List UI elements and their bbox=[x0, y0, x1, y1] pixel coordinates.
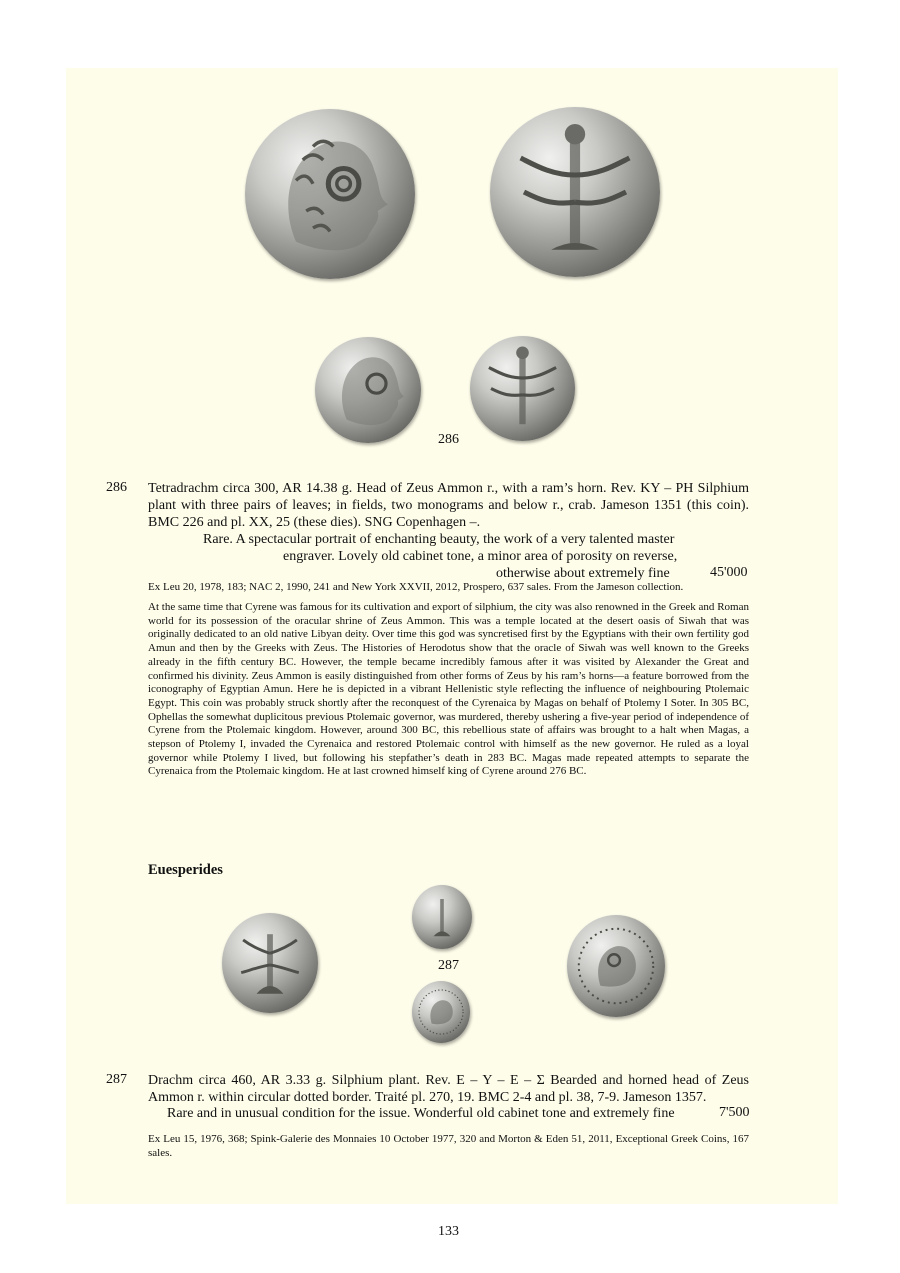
coin-287-obverse-small bbox=[412, 885, 472, 949]
zeus-ammon-head-icon bbox=[245, 109, 415, 279]
lot-price: 45'000 bbox=[710, 565, 748, 580]
lot-commentary: At the same time that Cyrene was famous for its cultivation and export of silphium, the city was also renowned in the Greek and Roman world for its possession of the oracular shrine of Zeus Ammon. This was a temple located at the desert oasis of Siwah that was originally dedicated to an old native Libyan deity. Over time this god was syncretised first by the Egyptians with their own fertility god Amun and then by the Greeks with Zeus. The Histories of Herodotus show that the oracle of Siwah was well known to the Greeks already in the fifth century BC. However, the temple became incredibly famous after it was visited by Alexander the Great and confirmed his divinity. Zeus Ammon is easily distinguished from other forms of Zeus by his ram’s horns—a feature borrowed from the iconography of Egyptian Amun. Here he is depicted in a vibrant Hellenistic style reflecting the influence of neighbouring Ptolemaic Egypt. This coin was probably struck shortly after the reconquest of the Cyrenaica by Magas on behalf of Ptolemy I Soter. In 305 BC, Ophellas the somewhat duplicitous previous Ptolemaic governor, was murdered, thereby ushering a five-year period of independence of Cyrene from the Ptolemaic kingdom. However, around 300 BC, this rebellious state of affairs was brought to a halt when Magas, a stepson of Ptolemy I, invaded the Cyrenaica and restored Ptolemaic control with himself as the new governor. He ruled as a loyal governor while Ptolemy I lived, but following his stepfather’s death in 283 BC. Magas made repeated attempts to separate the Cyrenaica from the Ptolemaic kingdom. He at last crowned himself king of Cyrene around 276 BC. bbox=[148, 601, 749, 778]
page-number: 133 bbox=[438, 1224, 459, 1239]
coin-286-reverse-large bbox=[490, 107, 660, 277]
grade-line: engraver. Lovely old cabinet tone, a minor area of porosity on reverse, bbox=[283, 549, 678, 564]
coin-286-reverse-small bbox=[470, 336, 575, 441]
grade-line: Rare and in unusual condition for the issue. Wonderful old cabinet tone and extremely fine bbox=[167, 1106, 675, 1121]
coin-287-reverse-small bbox=[412, 981, 470, 1043]
silphium-plant-icon bbox=[470, 336, 575, 441]
silphium-plant-icon bbox=[222, 913, 318, 1013]
lot-provenance: Ex Leu 20, 1978, 183; NAC 2, 1990, 241 and New York XXVII, 2012, Prospero, 637 sales. From the Jameson collection. bbox=[148, 581, 684, 593]
coin-286-obverse-large bbox=[245, 109, 415, 279]
zeus-ammon-head-icon bbox=[412, 981, 470, 1043]
lot-number: 287 bbox=[106, 1072, 127, 1087]
lot-price: 7'500 bbox=[719, 1105, 750, 1120]
photo-label-287: 287 bbox=[438, 958, 459, 973]
section-heading: Euesperides bbox=[148, 862, 223, 878]
lot-description: Drachm circa 460, AR 3.33 g. Silphium plant. Rev. E – Y – E – Σ Bearded and horned head of Zeus Ammon r. within circular dotted border. Traité pl. 270, 19. BMC 2-4 and pl. 38, 7-9. Jameson 1357. bbox=[148, 1073, 749, 1105]
zeus-ammon-head-icon bbox=[315, 337, 421, 443]
coin-287-reverse-large bbox=[567, 915, 665, 1017]
silphium-plant-icon bbox=[490, 107, 660, 277]
zeus-ammon-head-icon bbox=[567, 915, 665, 1017]
grade-line: otherwise about extremely fine bbox=[496, 566, 670, 581]
silphium-plant-icon bbox=[412, 885, 472, 949]
lot-description: Tetradrachm circa 300, AR 14.38 g. Head of Zeus Ammon r., with a ram’s horn. Rev. KY – PH Silphium plant with three pairs of leaves; in fields, two monograms and below r., crab. Jameson 1351 (this coin). BMC 226 and pl. XX, 25 (these dies). SNG Copenhagen –. bbox=[148, 481, 749, 530]
photo-label-286: 286 bbox=[438, 432, 459, 447]
coin-286-obverse-small bbox=[315, 337, 421, 443]
lot-provenance: Ex Leu 15, 1976, 368; Spink-Galerie des Monnaies 10 October 1977, 320 and Morton & Eden 51, 2011, Exceptional Greek Coins, 167 sales. bbox=[148, 1133, 749, 1159]
grade-line: Rare. A spectacular portrait of enchanting beauty, the work of a very talented master bbox=[203, 532, 675, 547]
coin-287-obverse-large bbox=[222, 913, 318, 1013]
lot-number: 286 bbox=[106, 480, 127, 495]
